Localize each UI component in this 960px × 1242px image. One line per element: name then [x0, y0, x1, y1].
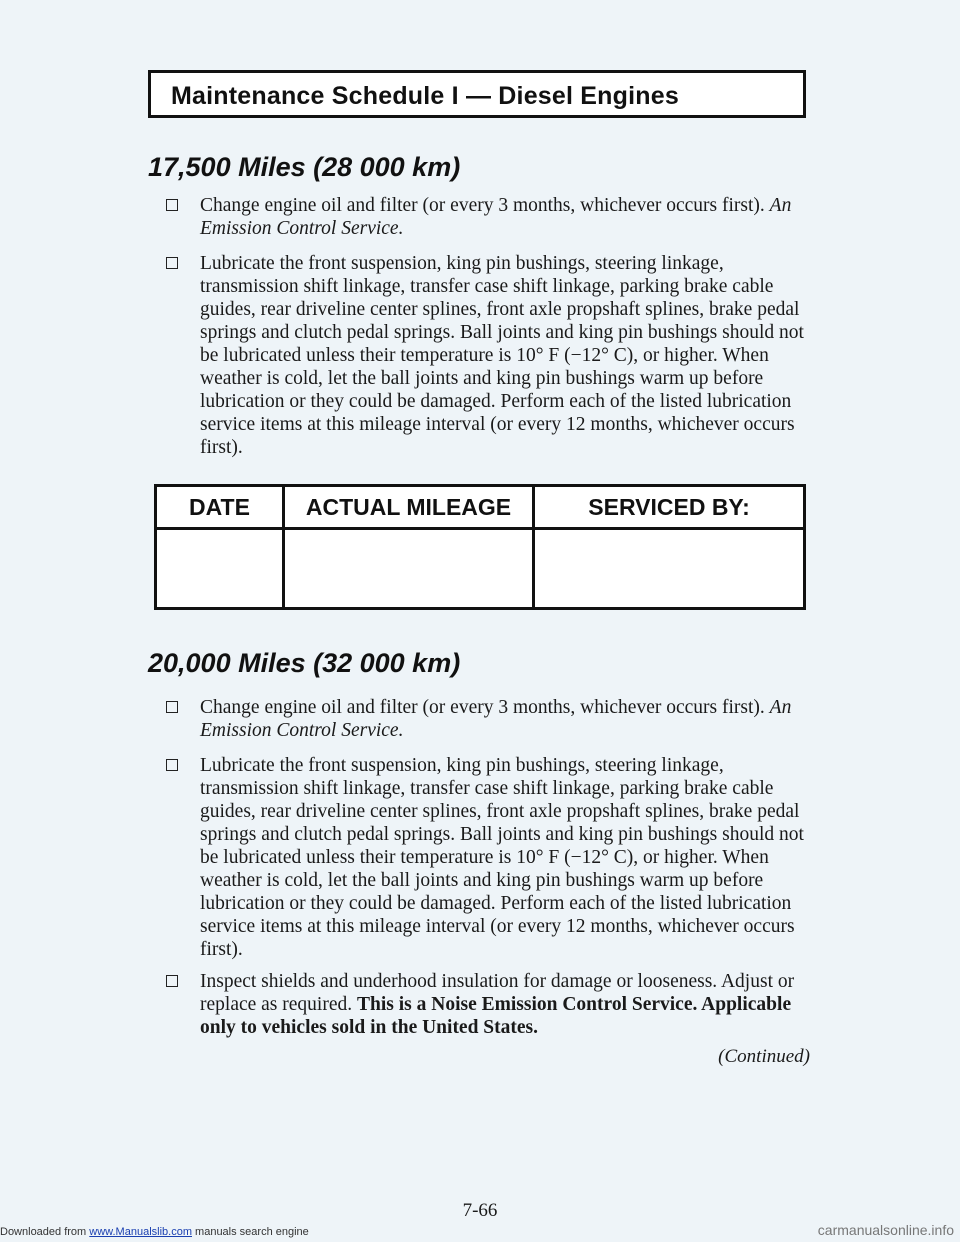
- checkbox-icon[interactable]: [166, 257, 178, 269]
- item-text: Change engine oil and filter (or every 3 months, whichever occurs first).: [200, 697, 765, 718]
- schedule-header: [148, 70, 806, 118]
- page-number: 7-66: [462, 1200, 498, 1221]
- section-heading-20000: 20,000 Miles (32 000 km): [148, 648, 461, 678]
- schedule-title: Maintenance Schedule I — Diesel Engines: [171, 82, 679, 110]
- checklist-item: [166, 970, 806, 1039]
- table-divider: [282, 527, 285, 607]
- watermark-text: carmanualsonline.info: [817, 1222, 954, 1238]
- item-emphasis: An Emission Control Service.: [200, 195, 792, 239]
- item-strong: This is a Noise Emission Control Service. Applicable only to vehicles sold in the United States.: [200, 994, 792, 1038]
- continued-label: (Continued): [718, 1046, 810, 1067]
- checklist-item: [166, 754, 806, 961]
- checkbox-icon[interactable]: [166, 701, 178, 713]
- item-text: Change engine oil and filter (or every 3 months, whichever occurs first).: [200, 195, 765, 216]
- footer-prefix: Downloaded from: [0, 1226, 90, 1238]
- checklist-item: [166, 194, 806, 240]
- item-emphasis: An Emission Control Service.: [200, 697, 792, 741]
- table-divider: [157, 527, 803, 530]
- checklist-item: [166, 696, 806, 742]
- section-heading-17500: 17,500 Miles (28 000 km): [148, 152, 461, 182]
- item-text: Lubricate the front suspension, king pin bushings, steering linkage, transmission shift linkage, transfer case shift linkage, parking brake cable guides, rear driveline center splines, front axle propshaft splines, brake pedal springs and clutch pedal springs. Ball joints and king pin bushings should not be lubricated unless their temperature is 10° F (−12° C), or higher. When weather is cold, let the ball joints and king pin bushings warm up before lubrication or they could be damaged. Perform each of the listed lubrication service items at this mileage interval (or every 12 months, whichever occurs first).: [200, 253, 804, 458]
- service-record-table: [154, 484, 806, 610]
- download-footer: [0, 1226, 309, 1238]
- column-header-date: DATE: [157, 487, 285, 527]
- item-text: Inspect shields and underhood insulation for damage or looseness. Adjust or replace as required.: [200, 971, 795, 1015]
- manualslib-link[interactable]: www.Manualslib.com: [89, 1226, 192, 1238]
- column-header-actual-mileage: ACTUAL MILEAGE: [285, 487, 535, 527]
- checklist-item: [166, 252, 806, 459]
- column-header-serviced-by: SERVICED BY:: [588, 494, 750, 520]
- checkbox-icon[interactable]: [166, 199, 178, 211]
- checkbox-icon[interactable]: [166, 975, 178, 987]
- item-text: Lubricate the front suspension, king pin bushings, steering linkage, transmission shift linkage, transfer case shift linkage, parking brake cable guides, rear driveline center splines, front axle propshaft splines, brake pedal springs and clutch pedal springs. Ball joints and king pin bushings should not be lubricated unless their temperature is 10° F (−12° C), or higher. When weather is cold, let the ball joints and king pin bushings warm up before lubrication or they could be damaged. Perform each of the listed lubrication service items at this mileage interval (or every 12 months, whichever occurs first).: [200, 755, 804, 960]
- footer-suffix: manuals search engine: [191, 1226, 309, 1238]
- checkbox-icon[interactable]: [166, 759, 178, 771]
- table-divider: [532, 527, 535, 607]
